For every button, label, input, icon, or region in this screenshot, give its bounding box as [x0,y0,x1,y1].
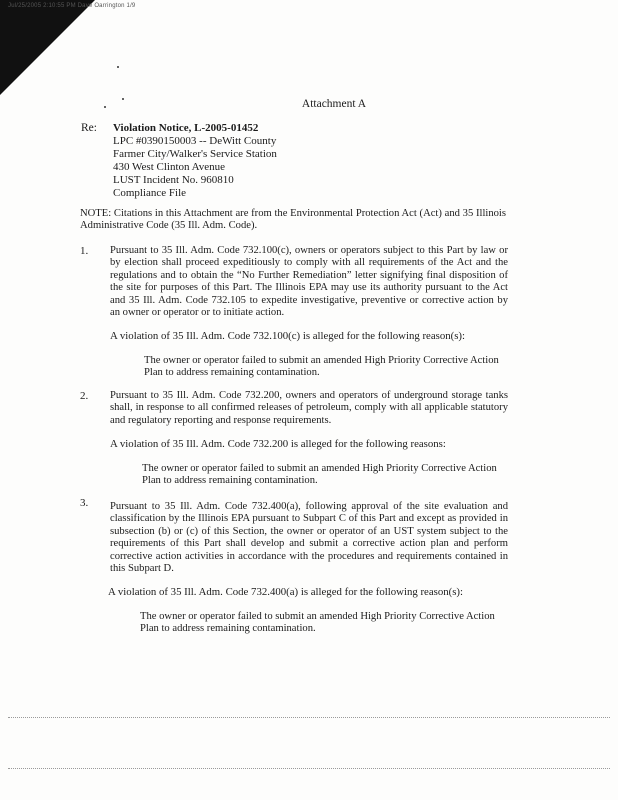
fax-header: Jul/25/2005 2:10:55 PM Dave Oarrington 1/9 [8,3,136,9]
item-text: Pursuant to 35 Ill. Adm. Code 732.400(a), following approval of the site evaluation and classification by the Illinois EPA pursuant to Subpart C of this Part and except as provided in subsection (b) or (c) of this Section, the owner or operator of an UST system subject to the requirements of this Part shall develop and submit a corrective action plan and perform corrective action activities in accordance with the procedures and requirements contained in this Subpart D. [110,501,508,575]
scan-artifact-line [8,768,610,769]
violation-statement: A violation of 35 Ill. Adm. Code 732.200 is alleged for the following reasons: [110,438,446,450]
re-line-lpc: LPC #0390150003 -- DeWitt County [113,135,277,147]
note-paragraph: NOTE: Citations in this Attachment are from the Environmental Protection Act (Act) and 35 Illinois Administrative Code (35 Ill. Adm. Code). [80,208,506,232]
scan-corner-mark [0,0,95,95]
item-text: Pursuant to 35 Ill. Adm. Code 732.200, owners and operators of underground storage tanks shall, in response to all confirmed releases of petroleum, comply with all applicable statutory and regulatory reporting and response requirements. [110,390,508,426]
re-label: Re: [81,122,97,134]
item-number: 3. [80,497,89,509]
violation-reason: The owner or operator failed to submit an amended High Priority Corrective Action Plan to address remaining contamination. [144,355,499,379]
re-line-incident: LUST Incident No. 960810 [113,174,234,186]
violation-statement: A violation of 35 Ill. Adm. Code 732.400(a) is alleged for the following reason(s): [108,586,464,598]
violation-statement: A violation of 35 Ill. Adm. Code 732.100(c) is alleged for the following reason(s): [110,330,466,342]
item-number: 2. [80,390,89,402]
violation-reason: The owner or operator failed to submit an amended High Priority Corrective Action Plan to address remaining contamination. [142,463,497,487]
scan-speck [117,66,119,68]
re-line-violation-notice: Violation Notice, L-2005-01452 [113,122,259,134]
item-number: 1. [80,245,89,257]
item-text: Pursuant to 35 Ill. Adm. Code 732.100(c), owners or operators subject to this Part by law or by election shall proceed expeditiously to comply with all requirements of the Act and the regulations and to obtain the “No Further Remediation” letter signifying final disposition of the site for purposes of this Part. The Illinois EPA may use its authority pursuant to the Act and 35 Ill. Adm. Code 732.105 to expedite investigative, preventive or corrective action by an owner or operator or to initiate action. [110,245,508,319]
re-line-address: 430 West Clinton Avenue [113,161,226,173]
re-line-file: Compliance File [113,187,187,199]
re-line-site-name: Farmer City/Walker's Service Station [113,148,277,160]
violation-reason: The owner or operator failed to submit an amended High Priority Corrective Action Plan to address remaining contamination. [140,611,495,635]
scan-artifact-line [8,717,610,718]
attachment-title: Attachment A [301,98,367,110]
re-block [113,122,277,200]
